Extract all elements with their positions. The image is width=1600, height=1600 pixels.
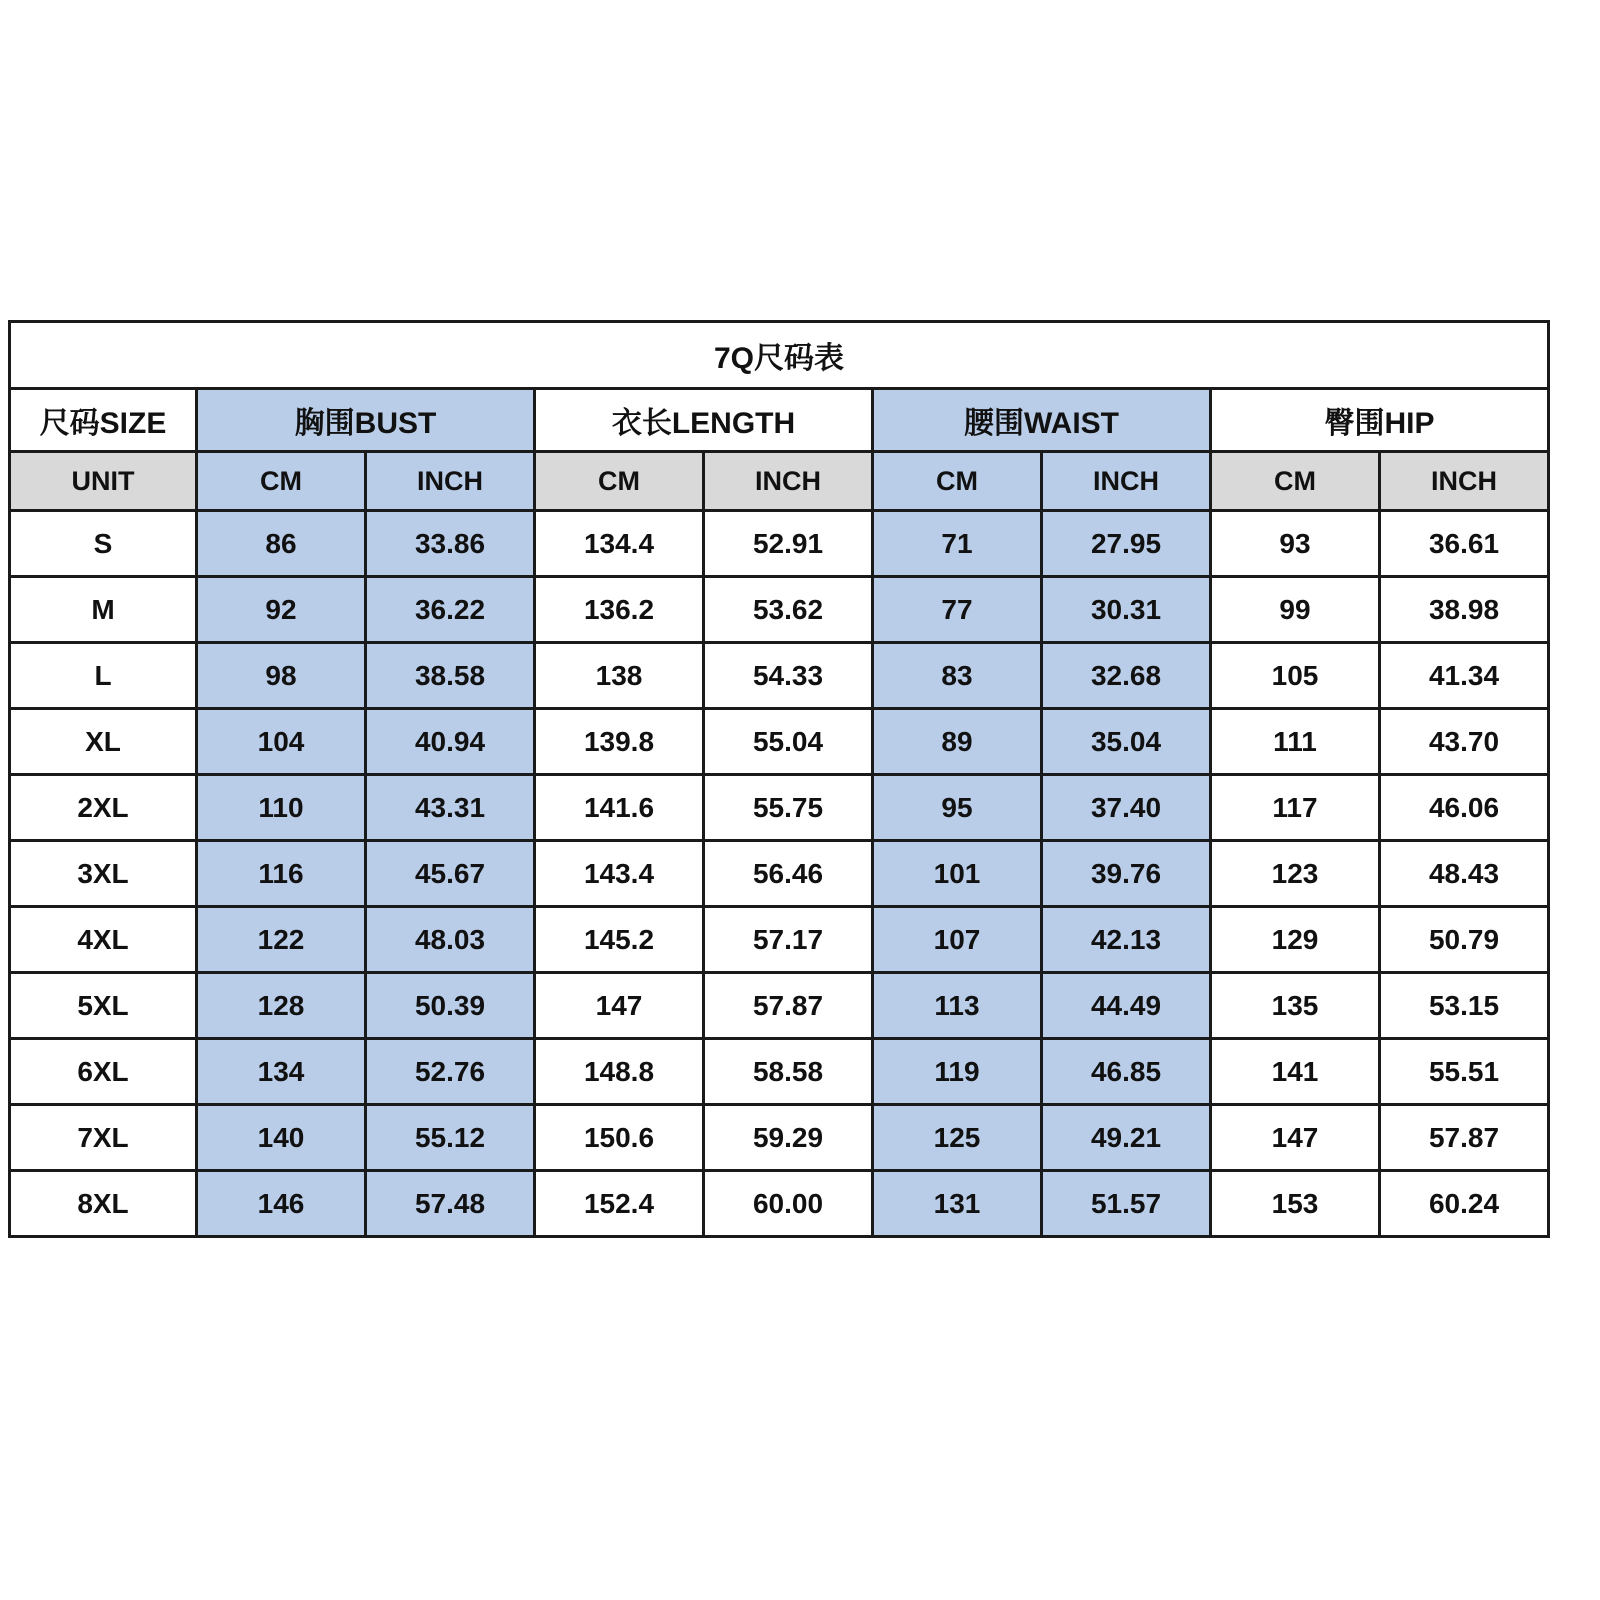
waist-inch-cell: 49.21 [1042,1105,1211,1171]
hip-inch-cell: 60.24 [1380,1171,1549,1237]
unit-length-inch: INCH [704,452,873,511]
waist-inch-cell: 37.40 [1042,775,1211,841]
size-cell: 6XL [10,1039,197,1105]
length-cm-cell: 147 [535,973,704,1039]
unit-waist-cm: CM [873,452,1042,511]
bust-inch-cell: 55.12 [366,1105,535,1171]
table-title: 7Q尺码表 [10,322,1549,389]
header-row [10,389,1549,452]
table-row-m [10,577,1549,643]
size-cell: S [10,511,197,577]
hip-cm-cell: 135 [1211,973,1380,1039]
waist-inch-cell: 27.95 [1042,511,1211,577]
size-cell: 8XL [10,1171,197,1237]
hip-cm-cell: 141 [1211,1039,1380,1105]
unit-length-cm: CM [535,452,704,511]
bust-inch-cell: 48.03 [366,907,535,973]
bust-cm-cell: 104 [197,709,366,775]
bust-cm-cell: 116 [197,841,366,907]
length-inch-cell: 55.04 [704,709,873,775]
bust-cm-cell: 110 [197,775,366,841]
waist-inch-cell: 35.04 [1042,709,1211,775]
bust-cm-cell: 122 [197,907,366,973]
hip-inch-cell: 50.79 [1380,907,1549,973]
table-row-8xl [10,1171,1549,1237]
waist-inch-cell: 32.68 [1042,643,1211,709]
waist-cm-cell: 71 [873,511,1042,577]
hip-inch-cell: 36.61 [1380,511,1549,577]
hip-inch-cell: 43.70 [1380,709,1549,775]
hip-inch-cell: 57.87 [1380,1105,1549,1171]
table-row-2xl [10,775,1549,841]
title-row [10,322,1549,389]
table-row-5xl [10,973,1549,1039]
length-cm-cell: 138 [535,643,704,709]
size-cell: 2XL [10,775,197,841]
waist-cm-cell: 101 [873,841,1042,907]
bust-cm-cell: 134 [197,1039,366,1105]
size-cell: M [10,577,197,643]
table-row-3xl [10,841,1549,907]
size-cell: 4XL [10,907,197,973]
size-cell: XL [10,709,197,775]
waist-cm-cell: 83 [873,643,1042,709]
waist-inch-cell: 46.85 [1042,1039,1211,1105]
length-inch-cell: 58.58 [704,1039,873,1105]
unit-bust-inch: INCH [366,452,535,511]
length-cm-cell: 150.6 [535,1105,704,1171]
length-inch-cell: 57.87 [704,973,873,1039]
length-cm-cell: 145.2 [535,907,704,973]
bust-inch-cell: 38.58 [366,643,535,709]
table-row-l [10,643,1549,709]
hip-cm-cell: 147 [1211,1105,1380,1171]
table-row-s [10,511,1549,577]
length-inch-cell: 55.75 [704,775,873,841]
unit-label: UNIT [10,452,197,511]
size-cell: L [10,643,197,709]
length-inch-cell: 54.33 [704,643,873,709]
hip-cm-cell: 153 [1211,1171,1380,1237]
size-cell: 3XL [10,841,197,907]
waist-inch-cell: 30.31 [1042,577,1211,643]
size-cell: 5XL [10,973,197,1039]
bust-cm-cell: 140 [197,1105,366,1171]
hip-inch-cell: 46.06 [1380,775,1549,841]
hip-inch-cell: 48.43 [1380,841,1549,907]
table-row-7xl [10,1105,1549,1171]
hip-cm-cell: 129 [1211,907,1380,973]
length-inch-cell: 59.29 [704,1105,873,1171]
bust-inch-cell: 52.76 [366,1039,535,1105]
length-cm-cell: 134.4 [535,511,704,577]
unit-hip-inch: INCH [1380,452,1549,511]
waist-cm-cell: 113 [873,973,1042,1039]
bust-cm-cell: 128 [197,973,366,1039]
unit-bust-cm: CM [197,452,366,511]
table-row-4xl [10,907,1549,973]
bust-cm-cell: 92 [197,577,366,643]
hip-cm-cell: 99 [1211,577,1380,643]
length-inch-cell: 52.91 [704,511,873,577]
hip-cm-cell: 105 [1211,643,1380,709]
hip-cm-cell: 111 [1211,709,1380,775]
hip-inch-cell: 41.34 [1380,643,1549,709]
length-cm-cell: 148.8 [535,1039,704,1105]
length-inch-cell: 56.46 [704,841,873,907]
bust-cm-cell: 86 [197,511,366,577]
length-inch-cell: 57.17 [704,907,873,973]
bust-inch-cell: 50.39 [366,973,535,1039]
waist-cm-cell: 107 [873,907,1042,973]
header-bust: 胸围BUST [197,389,535,452]
header-length: 衣长LENGTH [535,389,873,452]
length-inch-cell: 60.00 [704,1171,873,1237]
length-cm-cell: 152.4 [535,1171,704,1237]
bust-cm-cell: 146 [197,1171,366,1237]
waist-inch-cell: 51.57 [1042,1171,1211,1237]
table-row-xl [10,709,1549,775]
waist-cm-cell: 89 [873,709,1042,775]
length-inch-cell: 53.62 [704,577,873,643]
bust-inch-cell: 40.94 [366,709,535,775]
waist-inch-cell: 42.13 [1042,907,1211,973]
waist-inch-cell: 39.76 [1042,841,1211,907]
length-cm-cell: 139.8 [535,709,704,775]
header-hip: 臀围HIP [1211,389,1549,452]
hip-inch-cell: 55.51 [1380,1039,1549,1105]
waist-cm-cell: 95 [873,775,1042,841]
waist-cm-cell: 125 [873,1105,1042,1171]
waist-cm-cell: 119 [873,1039,1042,1105]
header-waist: 腰围WAIST [873,389,1211,452]
hip-cm-cell: 123 [1211,841,1380,907]
length-cm-cell: 141.6 [535,775,704,841]
unit-hip-cm: CM [1211,452,1380,511]
header-size: 尺码SIZE [10,389,197,452]
size-cell: 7XL [10,1105,197,1171]
unit-waist-inch: INCH [1042,452,1211,511]
hip-cm-cell: 93 [1211,511,1380,577]
waist-inch-cell: 44.49 [1042,973,1211,1039]
bust-inch-cell: 36.22 [366,577,535,643]
hip-inch-cell: 38.98 [1380,577,1549,643]
bust-inch-cell: 33.86 [366,511,535,577]
bust-inch-cell: 43.31 [366,775,535,841]
length-cm-cell: 136.2 [535,577,704,643]
waist-cm-cell: 77 [873,577,1042,643]
table-row-6xl [10,1039,1549,1105]
bust-inch-cell: 45.67 [366,841,535,907]
waist-cm-cell: 131 [873,1171,1042,1237]
length-cm-cell: 143.4 [535,841,704,907]
unit-row [10,452,1549,511]
bust-inch-cell: 57.48 [366,1171,535,1237]
size-chart-table [8,320,1550,1238]
bust-cm-cell: 98 [197,643,366,709]
hip-cm-cell: 117 [1211,775,1380,841]
hip-inch-cell: 53.15 [1380,973,1549,1039]
